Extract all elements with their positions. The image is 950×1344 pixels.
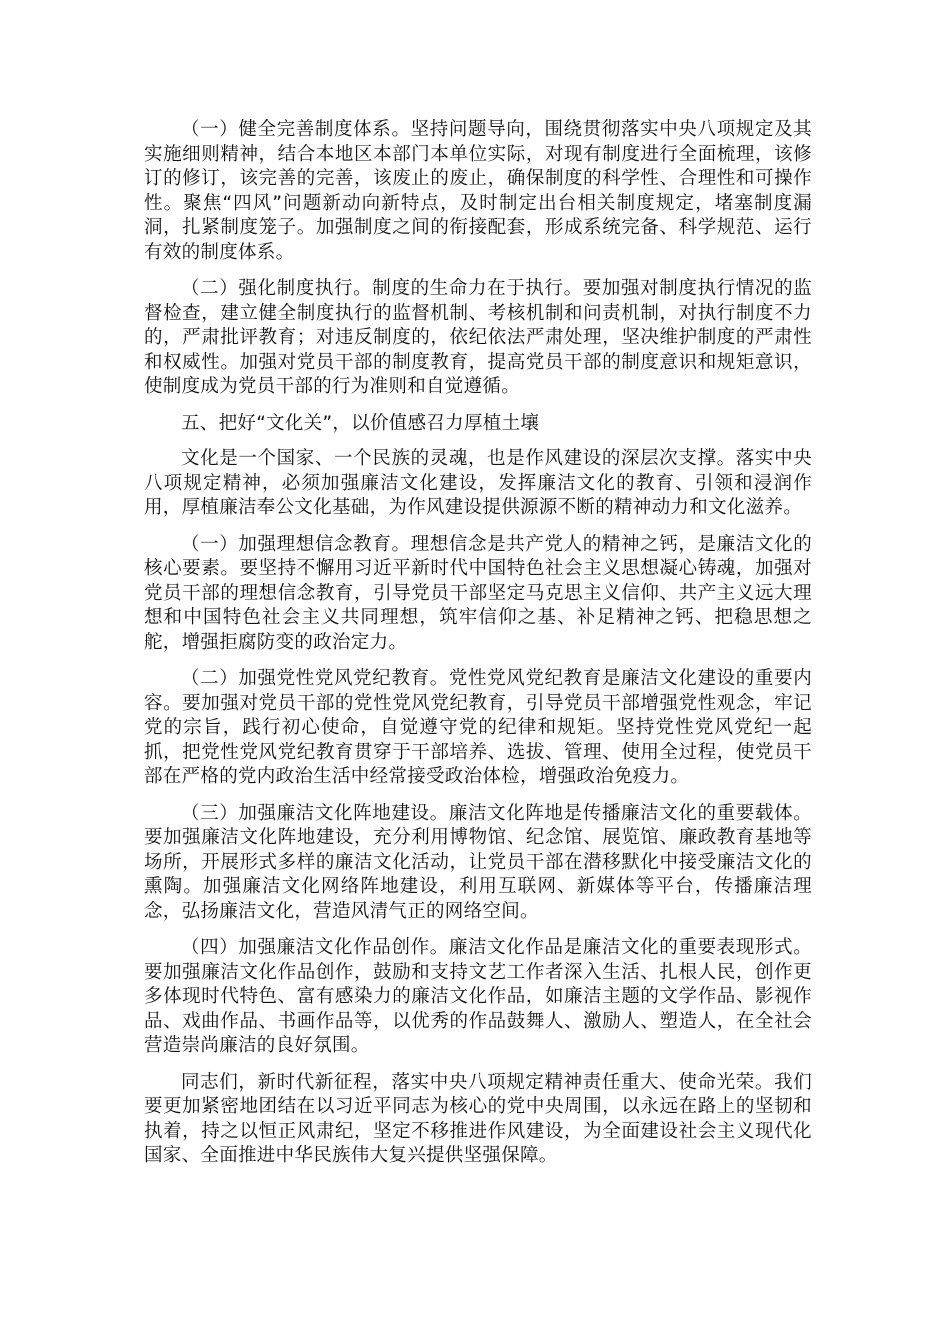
paragraph-culture-intro: 文化是一个国家、一个民族的灵魂，也是作风建设的深层次支撑。落实中央八项规定精神，必须加强廉洁文化建设，发挥廉洁文化的教育、引领和浸润作用，厚植廉洁奉公文化基础，为作风建设提供源源不断的精神动力和文化滋养。 bbox=[144, 448, 812, 518]
paragraph-culture-venues: （三）加强廉洁文化阵地建设。廉洁文化阵地是传播廉洁文化的重要载体。要加强廉洁文化阵地建设，充分利用博物馆、纪念馆、展览馆、廉政教育基地等场所，开展形式多样的廉洁文化活动，让党员干部在潜移默化中接受廉洁文化的熏陶。加强廉洁文化网络阵地建设，利用互联网、新媒体等平台，传播廉洁理念，弘扬廉洁文化，营造风清气正的网络空间。 bbox=[144, 802, 812, 922]
paragraph-system-building: （一）健全完善制度体系。坚持问题导向，围绕贯彻落实中央八项规定及其实施细则精神，结合本地区本部门本单位实际，对现有制度进行全面梳理，该修订的修订，该完善的完善，该废止的废止，确保制度的科学性、合理性和可操作性。聚焦“四风”问题新动向新特点，及时制定出台相关制度规定，堵塞制度漏洞，扎紧制度笼子。加强制度之间的衔接配套，形成系统完备、科学规范、运行有效的制度体系。 bbox=[144, 119, 812, 263]
paragraph-system-execution: （二）强化制度执行。制度的生命力在于执行。要加强对制度执行情况的监督检查，建立健全制度执行的监督机制、考核机制和问责机制，对执行制度不力的，严肃批评教育；对违反制度的，依纪依法严肃处理，坚决维护制度的严肃性和权威性。加强对党员干部的制度教育，提高党员干部的制度意识和规矩意识，使制度成为党员干部的行为准则和自觉遵循。 bbox=[144, 278, 812, 397]
document-page bbox=[144, 118, 812, 1181]
section-heading-culture: 五、把好“文化关”，以价值感召力厚植土壤 bbox=[181, 412, 540, 434]
paragraph-party-discipline-education: （二）加强党性党风党纪教育。党性党风党纪教育是廉洁文化建设的重要内容。要加强对党员干部的党性党风党纪教育，引导党员干部增强党性观念，牢记党的宗旨，践行初心使命，自觉遵守党的纪律和规矩。坚持党性党风党纪一起抓，把党性党风党纪教育贯穿于干部培养、选拔、管理、使用全过程，使党员干部在严格的党内政治生活中经常接受政治体检，增强政治免疫力。 bbox=[144, 668, 812, 787]
paragraph-closing: 同志们，新时代新征程，落实中央八项规定精神责任重大、使命光荣。我们要更加紧密地团结在以习近平同志为核心的党中央周围，以永远在路上的坚韧和执着，持之以恒正风肃纪，坚定不移推进作风建设，为全面建设社会主义现代化国家、全面推进中华民族伟大复兴提供坚强保障。 bbox=[144, 1071, 812, 1166]
paragraph-ideals-education: （一）加强理想信念教育。理想信念是共产党人的精神之钙，是廉洁文化的核心要素。要坚持不懈用习近平新时代中国特色社会主义思想凝心铸魂，加强对党员干部的理想信念教育，引导党员干部坚定马克思主义信仰、共产主义远大理想和中国特色社会主义共同理想，筑牢信仰之基、补足精神之钙、把稳思想之舵，增强拒腐防变的政治定力。 bbox=[144, 533, 812, 653]
paragraph-culture-works: （四）加强廉洁文化作品创作。廉洁文化作品是廉洁文化的重要表现形式。要加强廉洁文化作品创作，鼓励和支持文艺工作者深入生活、扎根人民，创作更多体现时代特色、富有感染力的廉洁文化作品，如廉洁主题的文学作品、影视作品、戏曲作品、书画作品等，以优秀的作品鼓舞人、激励人、塑造人，在全社会营造崇尚廉洁的良好氛围。 bbox=[144, 937, 812, 1056]
